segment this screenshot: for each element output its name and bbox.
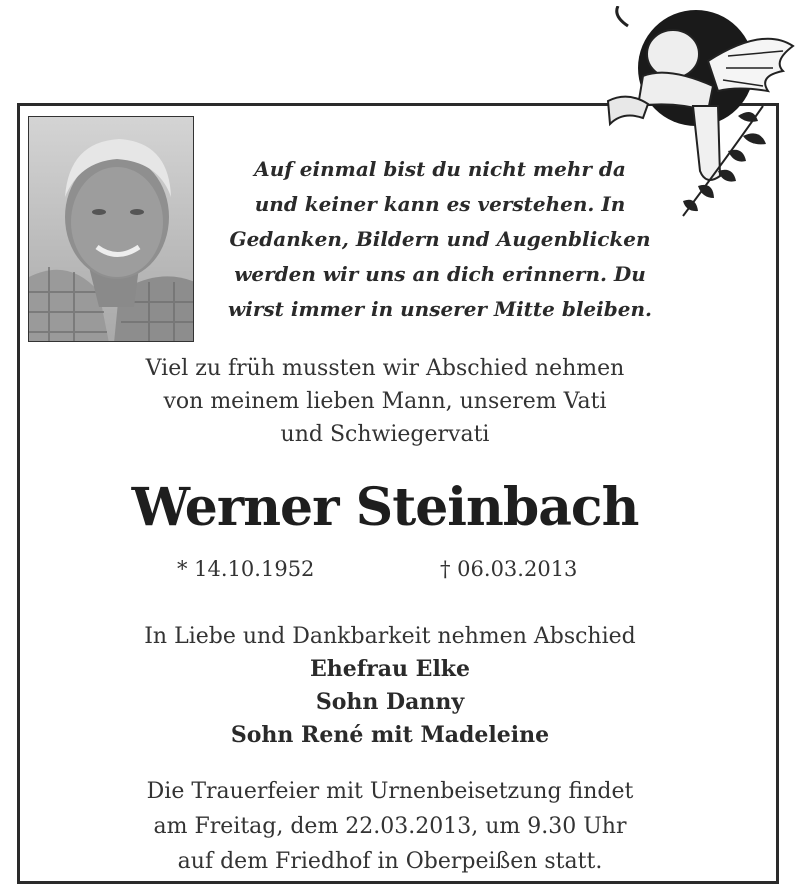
portrait-photo — [28, 116, 194, 342]
mourner-name: Ehefrau Elke — [309, 656, 471, 682]
intro-line: Viel zu früh mussten wir Abschied nehmen — [145, 356, 625, 381]
poem-line: Auf einmal bist du nicht mehr da — [254, 157, 626, 181]
deceased-name: Werner Steinbach — [131, 477, 639, 538]
memorial-poem — [200, 152, 680, 327]
portrait-illustration — [29, 117, 194, 342]
poem-line: Gedanken, Bildern und Augenblicken — [229, 227, 651, 251]
poem-line: und keiner kann es verstehen. In — [254, 192, 626, 216]
mourners-heading: In Liebe und Dankbarkeit nehmen Abschied — [144, 624, 636, 649]
poem-line: werden wir uns an dich erinnern. Du — [234, 262, 646, 286]
intro-line: und Schwiegervati — [280, 422, 490, 447]
mourners-section — [40, 620, 740, 752]
funeral-line: Die Trauerfeier mit Urnenbeisetzung findet — [146, 779, 634, 804]
mourner-name: Sohn René mit Madeleine — [230, 722, 550, 748]
funeral-line: am Freitag, dem 22.03.2013, um 9.30 Uhr — [153, 814, 627, 839]
funeral-line: auf dem Friedhof in Oberpeißen statt. — [177, 849, 603, 874]
poem-line: wirst immer in unserer Mitte bleiben. — [228, 297, 652, 321]
birth-date: * 14.10.1952 — [177, 557, 315, 581]
intro-line: von meinem lieben Mann, unserem Vati — [163, 389, 607, 414]
funeral-info — [40, 774, 740, 879]
intro-text — [60, 352, 710, 451]
mourner-name: Sohn Danny — [315, 689, 465, 715]
death-date: † 06.03.2013 — [440, 557, 578, 581]
